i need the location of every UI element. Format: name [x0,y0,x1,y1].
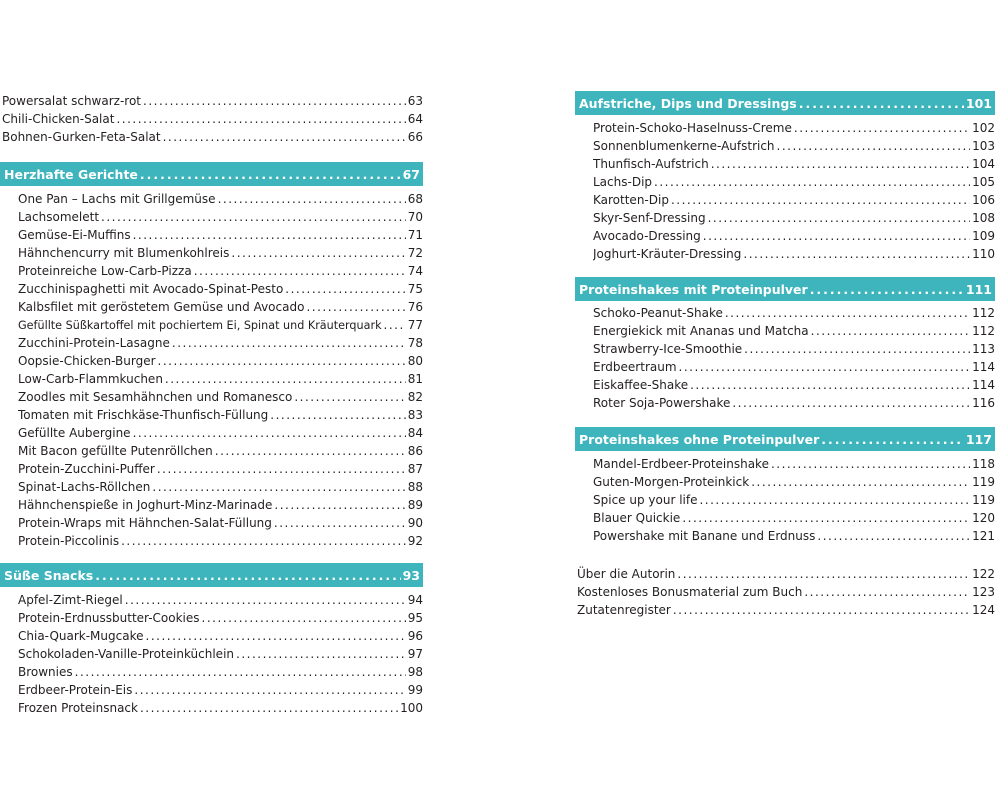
toc-entry[interactable]: Spice up your life ..... 119 [593,491,995,509]
section-header[interactable]: Süße Snacks ..... 93 [0,563,423,587]
toc-entry[interactable]: Proteinreiche Low-Carb-Pizza ..... 74 [18,262,423,280]
toc-entry[interactable]: Strawberry-Ice-Smoothie ..... 113 [593,340,995,358]
toc-entry[interactable]: Thunfisch-Aufstrich ..... 104 [593,155,995,173]
toc-entry[interactable]: Eiskaffee-Shake ..... 114 [593,376,995,394]
toc-entry[interactable]: Protein-Piccolinis ..... 92 [18,532,423,550]
section-header[interactable]: Aufstriche, Dips und Dressings ..... 101 [575,91,995,115]
toc-entry[interactable]: Skyr-Senf-Dressing ..... 108 [593,209,995,227]
toc-entry[interactable]: Schokoladen-Vanille-Proteinküchlein ..... 97 [18,645,423,663]
toc-entry[interactable]: Mandel-Erdbeer-Proteinshake ..... 118 [593,455,995,473]
toc-entry[interactable]: Oopsie-Chicken-Burger ..... 80 [18,352,423,370]
toc-entry[interactable]: Guten-Morgen-Proteinkick ..... 119 [593,473,995,491]
toc-entry[interactable]: One Pan – Lachs mit Grillgemüse ..... 68 [18,190,423,208]
toc-entry[interactable]: Lachs-Dip ..... 105 [593,173,995,191]
toc-entry[interactable]: Apfel-Zimt-Riegel ..... 94 [18,591,423,609]
toc-entry[interactable]: Karotten-Dip ..... 106 [593,191,995,209]
section-header[interactable]: Herzhafte Gerichte ..... 67 [0,162,423,186]
toc-entry[interactable]: Blauer Quickie ..... 120 [593,509,995,527]
toc-entry[interactable]: Spinat-Lachs-Röllchen ..... 88 [18,478,423,496]
toc-entry[interactable]: Powersalat schwarz-rot ..... 63 [2,92,423,110]
toc-entry[interactable]: Erdbeertraum ..... 114 [593,358,995,376]
toc-entry[interactable]: Gemüse-Ei-Muffins ..... 71 [18,226,423,244]
toc-entry[interactable]: Powershake mit Banane und Erdnuss ..... 121 [593,527,995,545]
toc-entry[interactable]: Protein-Wraps mit Hähnchen-Salat-Füllung ..... 90 [18,514,423,532]
toc-entry[interactable]: Zoodles mit Sesamhähnchen und Romanesco ..... 82 [18,388,423,406]
toc-entry[interactable]: Chia-Quark-Mugcake ..... 96 [18,627,423,645]
toc-entry[interactable]: Joghurt-Kräuter-Dressing ..... 110 [593,245,995,263]
section-header[interactable]: Proteinshakes mit Proteinpulver ..... 111 [575,277,995,301]
toc-entry[interactable]: Roter Soja-Powershake ..... 116 [593,394,995,412]
toc-entry[interactable]: Protein-Zucchini-Puffer ..... 87 [18,460,423,478]
toc-entry[interactable]: Energiekick mit Ananas und Matcha ..... 112 [593,322,995,340]
toc-entry[interactable]: Kostenloses Bonusmaterial zum Buch ..... 123 [577,583,995,601]
toc-entry[interactable]: Lachsomelett ..... 70 [18,208,423,226]
toc-entry[interactable]: Mit Bacon gefüllte Putenröllchen ..... 86 [18,442,423,460]
toc-entry[interactable]: Hähnchenspieße in Joghurt-Minz-Marinade ..... 89 [18,496,423,514]
toc-entry[interactable]: Protein-Erdnussbutter-Cookies ..... 95 [18,609,423,627]
toc-entry[interactable]: Gefüllte Aubergine ..... 84 [18,424,423,442]
toc-entry[interactable]: Tomaten mit Frischkäse-Thunfisch-Füllung ..... 83 [18,406,423,424]
toc-entry[interactable]: Chili-Chicken-Salat ..... 64 [2,110,423,128]
toc-entry[interactable]: Low-Carb-Flammkuchen ..... 81 [18,370,423,388]
toc-entry[interactable]: Zucchinispaghetti mit Avocado-Spinat-Pesto ..... 75 [18,280,423,298]
toc-entry[interactable]: Gefüllte Süßkartoffel mit pochiertem Ei, Spinat und Kräuterquark ..... 77 [18,316,423,334]
toc-entry[interactable]: Frozen Proteinsnack ..... 100 [18,699,423,717]
section-header[interactable]: Proteinshakes ohne Proteinpulver ..... 117 [575,427,995,451]
toc-entry[interactable]: Zucchini-Protein-Lasagne ..... 78 [18,334,423,352]
toc-entry[interactable]: Bohnen-Gurken-Feta-Salat ..... 66 [2,128,423,146]
toc-entry[interactable]: Hähnchencurry mit Blumenkohlreis ..... 72 [18,244,423,262]
toc-entry[interactable]: Zutatenregister ..... 124 [577,601,995,619]
toc-entry[interactable]: Protein-Schoko-Haselnuss-Creme ..... 102 [593,119,995,137]
toc-entry[interactable]: Schoko-Peanut-Shake ..... 112 [593,304,995,322]
toc-entry[interactable]: Avocado-Dressing ..... 109 [593,227,995,245]
toc-entry[interactable]: Über die Autorin ..... 122 [577,565,995,583]
toc-entry[interactable]: Brownies ..... 98 [18,663,423,681]
toc-entry[interactable]: Kalbsfilet mit geröstetem Gemüse und Avocado ..... 76 [18,298,423,316]
toc-entry[interactable]: Sonnenblumenkerne-Aufstrich ..... 103 [593,137,995,155]
toc-entry[interactable]: Erdbeer-Protein-Eis ..... 99 [18,681,423,699]
